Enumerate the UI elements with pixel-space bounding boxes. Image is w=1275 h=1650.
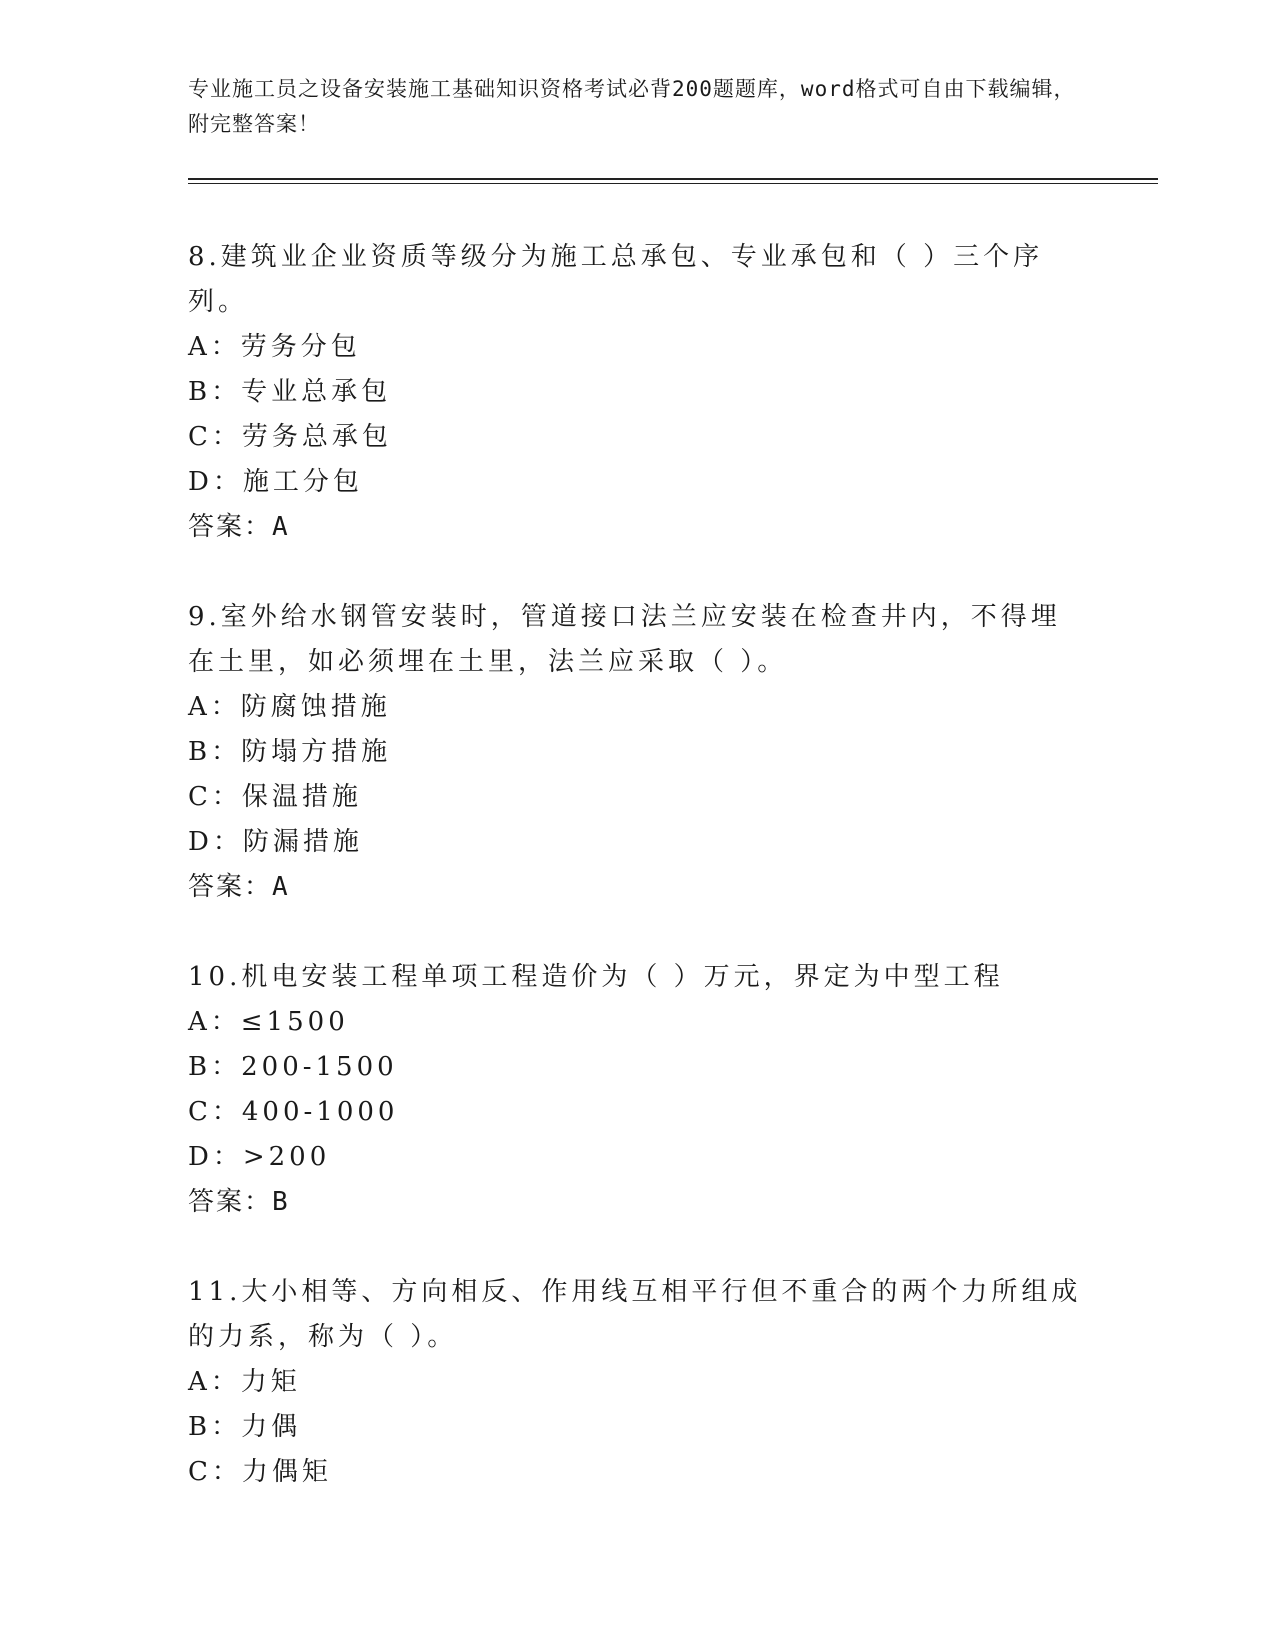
option-c: C：力偶矩 [188, 1457, 332, 1487]
option-d: D：>200 [188, 1142, 331, 1172]
question-text: 8.建筑业企业资质等级分为施工总承包、专业承包和（ ）三个序列。 [188, 242, 1044, 317]
option-c: C：保温措施 [188, 782, 362, 812]
option-b: B：力偶 [188, 1412, 302, 1442]
option-b: B：防塌方措施 [188, 737, 392, 767]
question-list [188, 235, 1088, 1540]
answer-value: A [272, 872, 288, 902]
header-rule-thin [188, 183, 1158, 184]
document-header: 专业施工员之设备安装施工基础知识资格考试必背200题题库，word格式可自由下载编辑，附完整答案！ [188, 77, 1076, 136]
question-text: 11.大小相等、方向相反、作用线互相平行但不重合的两个力所组成的力系，称为（ ）。 [188, 1277, 1082, 1352]
answer-value: B [272, 1187, 288, 1217]
answer-label: 答案： [188, 512, 273, 542]
option-d: D：施工分包 [188, 467, 363, 497]
question-8 [188, 235, 1088, 550]
answer-line [188, 865, 1088, 910]
header-rule-thick [188, 178, 1158, 180]
option-c: C：400-1000 [188, 1097, 399, 1127]
option-b: B：200-1500 [188, 1052, 398, 1082]
question-9 [188, 595, 1088, 910]
question-10 [188, 955, 1088, 1225]
answer-label: 答案： [188, 872, 273, 902]
answer-line [188, 1180, 1088, 1225]
answer-value: A [272, 512, 288, 542]
option-c: C：劳务总承包 [188, 422, 392, 452]
option-a: A：≤1500 [188, 1007, 349, 1037]
option-a: A：力矩 [188, 1367, 301, 1397]
option-d: D：防漏措施 [188, 827, 363, 857]
option-a: A：防腐蚀措施 [188, 692, 391, 722]
option-a: A：劳务分包 [188, 332, 361, 362]
question-11 [188, 1270, 1088, 1495]
option-b: B：专业总承包 [188, 377, 392, 407]
answer-label: 答案： [188, 1187, 273, 1217]
question-text: 9.室外给水钢管安装时，管道接口法兰应安装在检查井内，不得埋在土里，如必须埋在土里，法兰应采取（ ）。 [188, 602, 1061, 677]
question-text: 10.机电安装工程单项工程造价为（ ）万元，界定为中型工程 [188, 962, 1004, 992]
answer-line [188, 505, 1088, 550]
